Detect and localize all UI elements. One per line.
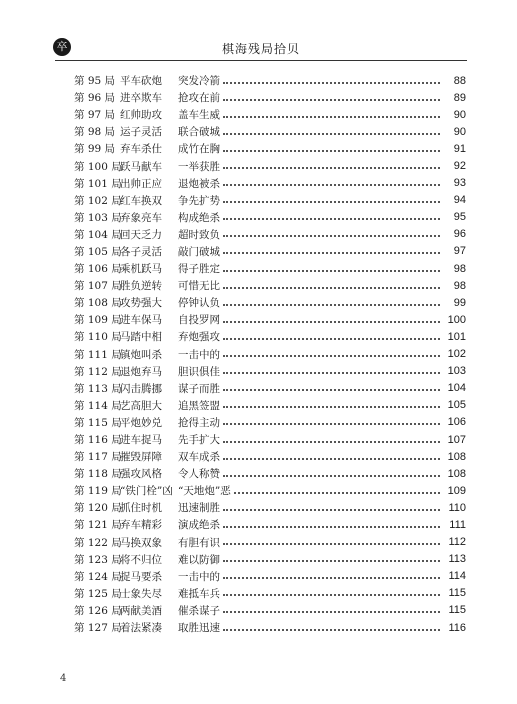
- page-ref: 111: [449, 518, 466, 531]
- page-number: 4: [60, 673, 67, 684]
- entry-title-first: 马换双象: [120, 536, 162, 549]
- book-title: 棋海残局拾贝: [221, 42, 300, 56]
- toc-entry[interactable]: [74, 123, 466, 140]
- page-ref: 116: [448, 621, 466, 634]
- toc-entry[interactable]: [74, 106, 466, 123]
- toc-entry[interactable]: [74, 568, 466, 585]
- page-ref: 101: [447, 330, 466, 343]
- toc-entry[interactable]: [74, 363, 466, 380]
- entry-title-first: 抓住时机: [120, 502, 162, 515]
- dot-leader: [223, 475, 440, 477]
- entry-title-first: 跃马献车: [120, 160, 162, 173]
- entry-title-second: 先手扩大: [178, 434, 220, 447]
- toc-entry[interactable]: [74, 140, 466, 157]
- page-ref: 107: [447, 433, 466, 446]
- dot-leader: [223, 321, 440, 323]
- entry-title-second: 超时致负: [178, 228, 220, 241]
- page-ref: 90: [453, 125, 466, 138]
- toc-entry[interactable]: [74, 311, 466, 328]
- entry-title-second: 抢得主动: [178, 416, 220, 429]
- toc-entry[interactable]: [74, 414, 466, 431]
- page-ref: 106: [447, 416, 466, 429]
- entry-title-first: 士象失尽: [120, 587, 162, 600]
- dot-leader: [223, 201, 440, 203]
- toc-entry[interactable]: [74, 516, 466, 533]
- entry-title-first: 弃车精彩: [120, 519, 162, 532]
- game-number: 第 118 局: [74, 468, 122, 481]
- dot-leader: [223, 218, 440, 220]
- page-ref: 103: [447, 365, 466, 378]
- entry-title-first: 强攻风格: [120, 468, 162, 481]
- toc-entry[interactable]: [74, 499, 466, 516]
- game-number: 第 117 局: [74, 451, 122, 464]
- page-ref: 108: [447, 467, 466, 480]
- dot-leader: [223, 509, 440, 511]
- dot-leader: [223, 458, 440, 460]
- page-ref: 94: [453, 194, 466, 207]
- dot-leader: [223, 355, 440, 357]
- game-number: 第 100 局: [74, 160, 122, 173]
- game-number: 第 102 局: [74, 194, 122, 207]
- entry-title-first: 各子灵活: [120, 245, 162, 258]
- entry-title-first: 摧毁屏障: [120, 451, 162, 464]
- entry-title-first: 攻势强大: [120, 297, 162, 310]
- entry-title-first: 进车保马: [120, 314, 162, 327]
- entry-title-first: 胜负逆转: [120, 280, 162, 293]
- entry-title-first: 乘机跃马: [120, 263, 162, 276]
- game-number: 第 126 局: [74, 604, 122, 617]
- entry-title-second: 盖车生威: [178, 109, 220, 122]
- dot-leader: [223, 82, 440, 84]
- game-number: 第 122 局: [74, 536, 122, 549]
- page-ref: 88: [453, 74, 466, 87]
- entry-title-second: 一举获胜: [178, 160, 220, 173]
- page-ref: 109: [447, 484, 466, 497]
- toc-entry[interactable]: [74, 243, 466, 260]
- game-number: 第 111 局: [74, 348, 122, 361]
- dot-leader: [223, 577, 440, 579]
- page-ref: 92: [453, 160, 466, 173]
- dot-leader: [223, 372, 440, 374]
- game-number: 第 114 局: [74, 399, 122, 412]
- toc-entry[interactable]: [74, 175, 466, 192]
- game-number: 第 112 局: [74, 365, 122, 378]
- entry-title-second: 一击中的: [178, 348, 220, 361]
- page-header: [55, 38, 467, 61]
- entry-title-second: 成竹在胸: [178, 143, 220, 156]
- page-ref: 93: [453, 177, 466, 190]
- toc-entry[interactable]: [74, 72, 466, 89]
- dot-leader: [223, 560, 440, 562]
- page-footer: [60, 673, 66, 684]
- page-ref: 100: [447, 313, 466, 326]
- entry-title-second: 退炮被杀: [178, 177, 220, 190]
- dot-leader: [223, 99, 440, 101]
- game-number: 第 108 局: [74, 297, 122, 310]
- page-ref: 110: [448, 501, 466, 514]
- game-number: 第 95 局: [74, 75, 116, 88]
- dot-leader: [223, 338, 440, 340]
- entry-title-first: 红车换双: [120, 194, 162, 207]
- entry-title-second: 构成绝杀: [178, 211, 220, 224]
- entry-title-second: 可惜无比: [178, 280, 220, 293]
- toc-entry[interactable]: [74, 277, 466, 294]
- page-ref: 95: [453, 211, 466, 224]
- toc-entry[interactable]: [74, 465, 466, 482]
- entry-title-second: 迅速制胜: [178, 502, 220, 515]
- page-ref: 98: [453, 279, 466, 292]
- entry-title-second: 谋子而胜: [178, 382, 220, 395]
- page-ref: 102: [447, 348, 466, 361]
- toc-entry[interactable]: [74, 89, 466, 106]
- dot-leader: [223, 543, 440, 545]
- toc-entry[interactable]: [74, 431, 466, 448]
- game-number: 第 104 局: [74, 228, 122, 241]
- dot-leader: [223, 594, 440, 596]
- page-ref: 89: [453, 91, 466, 104]
- entry-title-first: 回天乏力: [120, 228, 162, 241]
- chess-piece-icon: 卒: [53, 38, 71, 56]
- table-of-contents: [74, 72, 466, 636]
- toc-entry[interactable]: [74, 226, 466, 243]
- toc-entry[interactable]: [74, 534, 466, 551]
- game-number: 第 98 局: [74, 126, 116, 139]
- game-number: 第 113 局: [74, 382, 122, 395]
- game-number: 第 116 局: [74, 434, 122, 447]
- entry-title-first: 平炮妙兑: [120, 416, 162, 429]
- entry-title-second: 敲门破城: [178, 245, 220, 258]
- toc-entry[interactable]: [74, 294, 466, 311]
- entry-title-first: 镇炮叫杀: [120, 348, 162, 361]
- toc-entry[interactable]: [74, 448, 466, 465]
- entry-title-second: 弃炮强攻: [178, 331, 220, 344]
- page-ref: 112: [448, 536, 466, 549]
- toc-entry[interactable]: [74, 380, 466, 397]
- page-ref: 96: [453, 228, 466, 241]
- dot-leader: [223, 629, 440, 631]
- game-number: 第 110 局: [74, 331, 122, 344]
- game-number: 第 103 局: [74, 211, 122, 224]
- entry-title-first: 弃象亮车: [120, 211, 162, 224]
- entry-title-second: 难以防御: [178, 553, 220, 566]
- toc-entry[interactable]: [74, 397, 466, 414]
- dot-leader: [223, 287, 440, 289]
- dot-leader: [223, 441, 440, 443]
- toc-entry[interactable]: [74, 585, 466, 602]
- entry-title-first: 弃车杀仕: [120, 143, 162, 156]
- entry-title-second: “天地炮”恶: [178, 485, 231, 498]
- game-number: 第 119 局: [74, 485, 122, 498]
- dot-leader: [223, 116, 440, 118]
- toc-entry[interactable]: [74, 209, 466, 226]
- dot-leader: [223, 133, 440, 135]
- page-ref: 115: [448, 587, 466, 600]
- entry-title-second: 演成绝杀: [178, 519, 220, 532]
- toc-entry[interactable]: [74, 602, 466, 619]
- entry-title-second: 联合破城: [178, 126, 220, 139]
- toc-entry[interactable]: [74, 346, 466, 363]
- page-ref: 105: [447, 399, 466, 412]
- dot-leader: [223, 526, 440, 528]
- page-ref: 97: [453, 245, 466, 258]
- entry-title-second: 争先扩势: [178, 194, 220, 207]
- entry-title-second: 得子胜定: [178, 263, 220, 276]
- entry-title-second: 一击中的: [178, 570, 220, 583]
- entry-title-second: 胆识俱佳: [178, 365, 220, 378]
- entry-title-second: 有胆有识: [178, 536, 220, 549]
- page-ref: 99: [453, 296, 466, 309]
- entry-title-first: “铁门栓”凶: [120, 485, 173, 498]
- entry-title-first: 运子灵活: [120, 126, 162, 139]
- game-number: 第 127 局: [74, 622, 122, 635]
- entry-title-second: 停钟认负: [178, 297, 220, 310]
- entry-title-second: 取胜迅速: [178, 622, 220, 635]
- game-number: 第 97 局: [74, 109, 116, 122]
- page-ref: 98: [453, 262, 466, 275]
- entry-title-second: 抢攻在前: [178, 92, 220, 105]
- game-number: 第 124 局: [74, 570, 122, 583]
- dot-leader: [223, 406, 440, 408]
- toc-entry[interactable]: [74, 619, 466, 636]
- entry-title-first: 着法紧凑: [120, 622, 162, 635]
- dot-leader: [223, 304, 440, 306]
- dot-leader: [223, 167, 440, 169]
- entry-title-first: 退炮弃马: [120, 365, 162, 378]
- entry-title-second: 自投罗网: [178, 314, 220, 327]
- dot-leader: [223, 150, 440, 152]
- dot-leader: [223, 389, 440, 391]
- game-number: 第 106 局: [74, 263, 122, 276]
- page-ref: 108: [447, 450, 466, 463]
- entry-title-first: 出帅正应: [120, 177, 162, 190]
- page-ref: 104: [447, 382, 466, 395]
- page-ref: 90: [453, 108, 466, 121]
- entry-title-first: 捉马要杀: [120, 570, 162, 583]
- dot-leader: [234, 492, 440, 494]
- toc-entry[interactable]: [74, 482, 466, 499]
- game-number: 第 120 局: [74, 502, 122, 515]
- game-number: 第 99 局: [74, 143, 116, 156]
- entry-title-first: 两献美酒: [120, 604, 162, 617]
- dot-leader: [223, 252, 440, 254]
- entry-title-first: 闪击腾挪: [120, 382, 162, 395]
- entry-title-second: 催杀谋子: [178, 604, 220, 617]
- entry-title-second: 难抵车兵: [178, 587, 220, 600]
- game-number: 第 101 局: [74, 177, 122, 190]
- toc-entry[interactable]: [74, 157, 466, 174]
- page-ref: 115: [448, 604, 466, 617]
- toc-entry[interactable]: [74, 192, 466, 209]
- game-number: 第 125 局: [74, 587, 122, 600]
- page-ref: 114: [448, 570, 466, 583]
- page-ref: 91: [453, 142, 466, 155]
- game-number: 第 109 局: [74, 314, 122, 327]
- game-number: 第 121 局: [74, 519, 122, 532]
- entry-title-second: 双车成杀: [178, 451, 220, 464]
- toc-entry[interactable]: [74, 328, 466, 345]
- entry-title-first: 艺高胆大: [120, 399, 162, 412]
- game-number: 第 96 局: [74, 92, 116, 105]
- entry-title-first: 进车捉马: [120, 434, 162, 447]
- entry-title-first: 红帅助攻: [120, 109, 162, 122]
- entry-title-first: 平车砍炮: [120, 75, 162, 88]
- game-number: 第 123 局: [74, 553, 122, 566]
- dot-leader: [223, 423, 440, 425]
- entry-title-second: 追黑签盟: [178, 399, 220, 412]
- page-ref: 113: [448, 553, 466, 566]
- dot-leader: [223, 184, 440, 186]
- game-number: 第 105 局: [74, 245, 122, 258]
- entry-title-first: 马踏中相: [120, 331, 162, 344]
- dot-leader: [223, 270, 440, 272]
- game-number: 第 115 局: [74, 416, 122, 429]
- dot-leader: [223, 235, 440, 237]
- toc-entry[interactable]: [74, 260, 466, 277]
- dot-leader: [223, 611, 440, 613]
- entry-title-first: 将不归位: [120, 553, 162, 566]
- entry-title-first: 进卒欺车: [120, 92, 162, 105]
- toc-entry[interactable]: [74, 551, 466, 568]
- entry-title-second: 令人称赞: [178, 468, 220, 481]
- game-number: 第 107 局: [74, 280, 122, 293]
- entry-title-second: 突发冷箭: [178, 75, 220, 88]
